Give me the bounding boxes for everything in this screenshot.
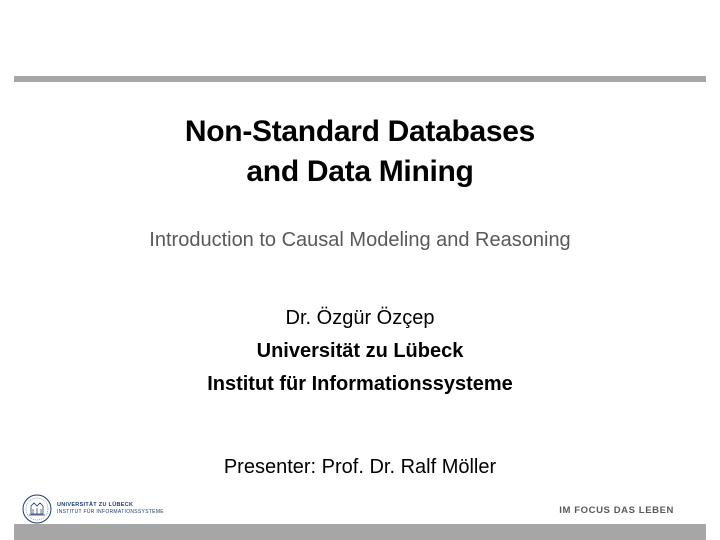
university-name: Universität zu Lübeck xyxy=(256,340,464,362)
footer-motto: IM FOCUS DAS LEBEN xyxy=(559,505,674,516)
author-name: Dr. Özgür Özçep xyxy=(285,307,435,329)
presenter-line: Presenter: Prof. Dr. Ralf Möller xyxy=(223,456,497,478)
title-line-2: and Data Mining xyxy=(246,155,474,188)
institute-name: Institut für Informationssysteme xyxy=(207,373,513,395)
top-rule xyxy=(14,76,706,82)
logo-text xyxy=(57,502,164,516)
university-logo xyxy=(22,493,164,525)
slide-title xyxy=(0,112,720,192)
logo-university-text: UNIVERSITÄT ZU LÜBECK xyxy=(57,502,134,508)
slide-subtitle: Introduction to Causal Modeling and Reasoning xyxy=(149,229,571,251)
logo-institute-text: INSTITUT FÜR INFORMATIONSSYSTEME xyxy=(57,509,164,515)
author-block xyxy=(0,302,720,401)
title-line-1: Non-Standard Databases xyxy=(184,115,536,148)
university-seal-icon xyxy=(22,494,52,524)
bottom-bar xyxy=(14,524,706,540)
